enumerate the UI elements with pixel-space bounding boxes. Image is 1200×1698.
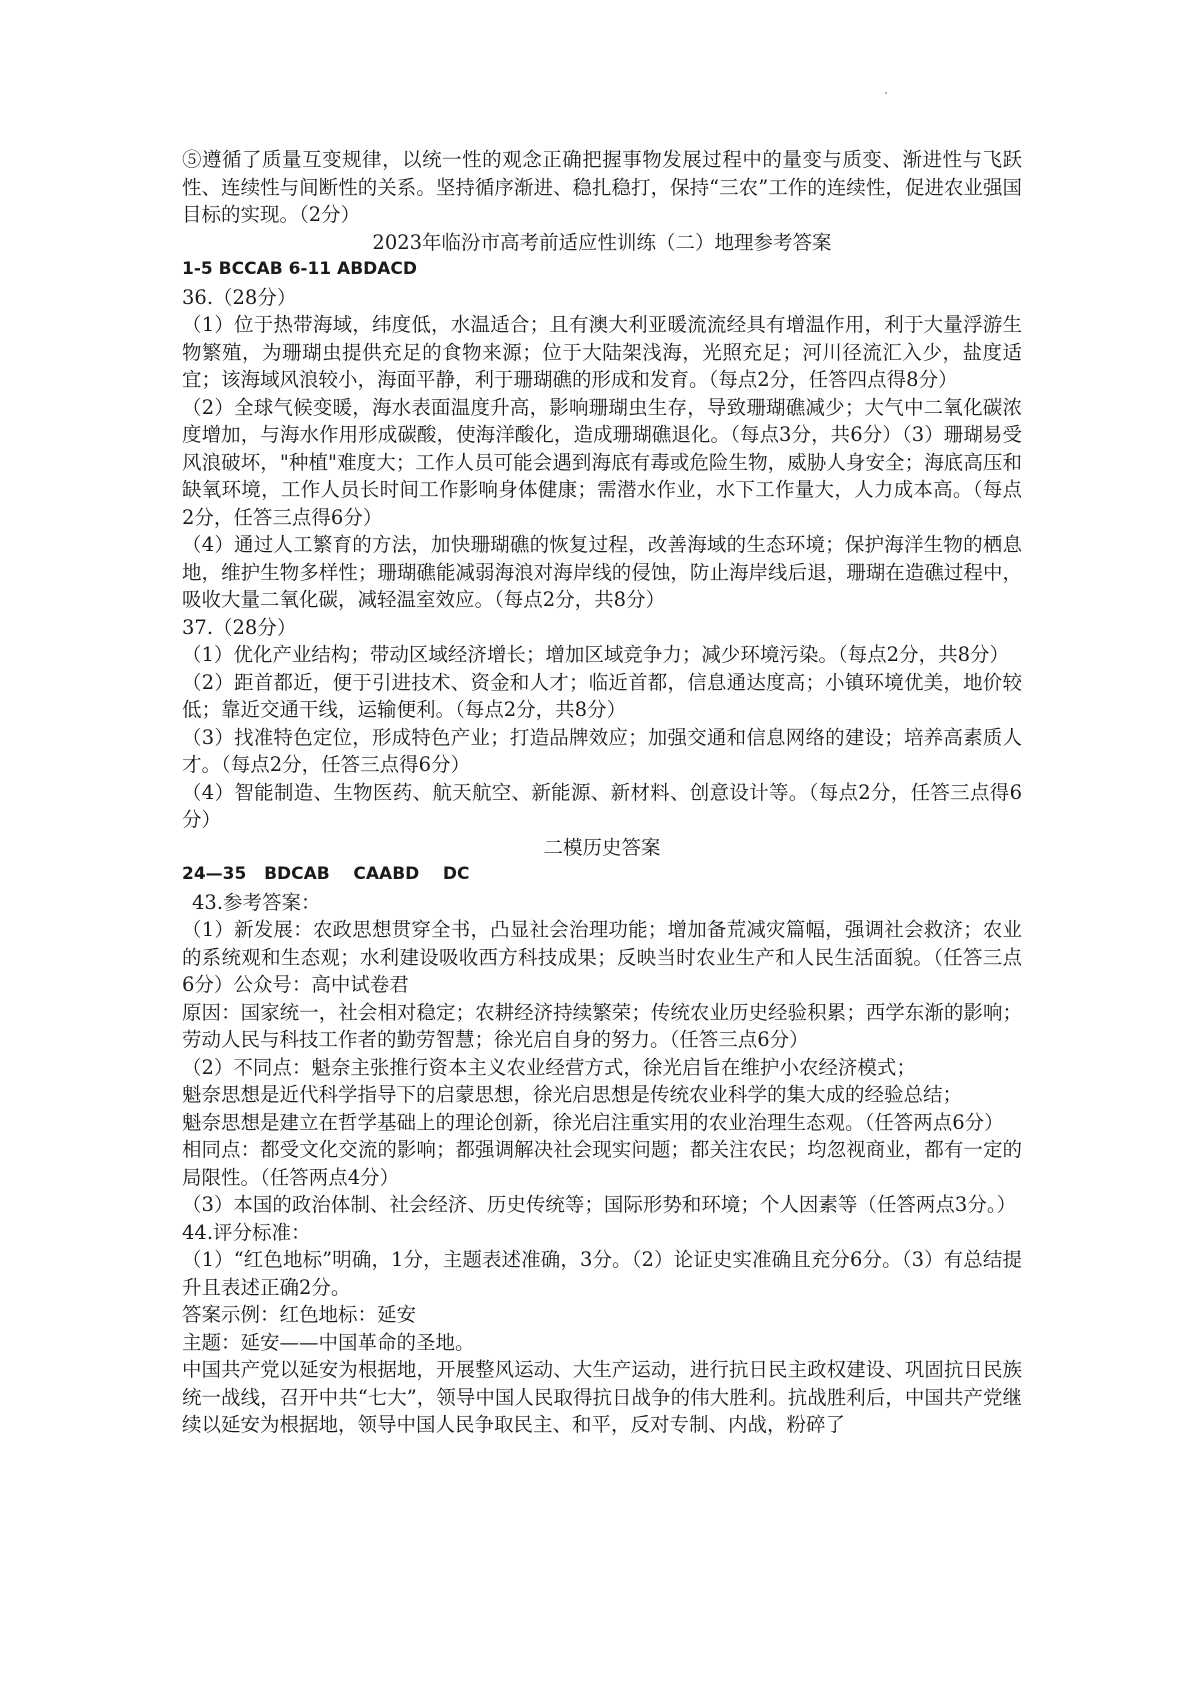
politics-answer-tail: ⑤遵循了质量互变规律，以统一性的观念正确把握事物发展过程中的量变与质变、渐进性与飞跃性、连续性与间断性的关系。坚持循序渐进、稳扎稳打，保持“三农”工作的连续性，促进农业强国目标的实现。（2分） [182,148,1022,226]
q36-part-4: （4）通过人工繁育的方法，加快珊瑚礁的恢复过程，改善海域的生态环境；保护海洋生物的栖息地，维护生物多样性；珊瑚礁能减弱海浪对海岸线的侵蚀，防止海岸线后退，珊瑚在造礁过程中，吸收大量二氧化碳，减轻温室效应。（每点2分，共8分） [182,533,1022,611]
question-43-heading: 43.参考答案： [192,890,321,914]
scan-speck [885,92,887,94]
q43-part-3: （3）本国的政治体制、社会经济、历史传统等；国际形势和环境；个人因素等（任答两点3分。） [182,1193,1017,1216]
q44-example-landmark: 答案示例：红色地标：延安 [182,1303,417,1326]
geography-choice-answers: 1-5 BCCAB 6-11 ABDACD [182,259,418,279]
q43-similarities: 相同点：都受文化交流的影响；都强调解决社会现实问题；都关注农民；均忽视商业，都有一定的局限性。（任答两点4分） [182,1138,1022,1189]
history-choice-answers: 24—35 BDCAB CAABD DC [182,864,470,884]
q43-difference-3: 魁奈思想是建立在哲学基础上的理论创新，徐光启注重实用的农业治理生态观。（任答两点6分） [182,1110,1004,1134]
q37-part-4: （4）智能制造、生物医药、航天航空、新能源、新材料、创意设计等。（每点2分，任答三点得6分） [182,780,1022,831]
q44-example-body: 中国共产党以延安为根据地，开展整风运动、大生产运动，进行抗日民主政权建设、巩固抗日民族统一战线，召开中共“七大”，领导中国人民取得抗日战争的伟大胜利。抗战胜利后，中国共产党继续以延安为根据地，领导中国人民争取民主、和平，反对专制、内战，粉碎了 [182,1358,1022,1436]
q36-part-1: （1）位于热带海域，纬度低，水温适合；且有澳大利亚暖流流经具有增温作用，利于大量浮游生物繁殖，为珊瑚虫提供充足的食物来源；位于大陆架浅海，光照充足；河川径流汇入少，盐度适宜；该海域风浪较小，海面平静，利于珊瑚礁的形成和发育。（每点2分，任答四点得8分） [182,313,1022,391]
question-44-heading: 44.评分标准： [182,1220,311,1244]
q43-reasons: 原因：国家统一，社会相对稳定；农耕经济持续繁荣；传统农业历史经验积累；西学东渐的影响；劳动人民与科技工作者的勤劳智慧；徐光启自身的努力。（任答三点6分） [182,1000,1022,1051]
question-37-heading: 37.（28分） [182,615,297,639]
q37-part-3: （3）找准特色定位，形成特色产业；打造品牌效应；加强交通和信息网络的建设；培养高素质人才。（每点2分，任答三点得6分） [182,725,1022,776]
geography-title: 2023年临汾市高考前适应性训练（二）地理参考答案 [372,230,832,254]
answer-document [182,146,1022,1439]
q36-part-2-3: （2）全球气候变暖，海水表面温度升高，影响珊瑚虫生存，导致珊瑚礁减少；大气中二氧化碳浓度增加，与海水作用形成碳酸，使海洋酸化，造成珊瑚礁退化。（每点3分，共6分）（3）珊瑚易受风浪破坏，"种植"难度大；工作人员可能会遇到海底有毒或危险生物，威胁人身安全；海底高压和缺氧环境，工作人员长时间工作影响身体健康；需潜水作业，水下工作量大，人力成本高。（每点2分，任答三点得6分） [182,395,1022,529]
q44-example-theme: 主题：延安——中国革命的圣地。 [182,1330,475,1354]
q44-criteria: （1）“红色地标”明确，1分，主题表述准确，3分。（2）论证史实准确且充分6分。（3）有总结提升且表述正确2分。 [182,1248,1022,1299]
history-title: 二模历史答案 [543,835,661,859]
q37-part-1: （1）优化产业结构；带动区域经济增长；增加区域竞争力；减少环境污染。（每点2分，共8分） [182,643,1009,666]
q43-part-2-differences: （2）不同点：魁奈主张推行资本主义农业经营方式，徐光启旨在维护小农经济模式； [182,1055,916,1079]
q43-part-1: （1）新发展：农政思想贯穿全书，凸显社会治理功能；增加备荒减灾篇幅，强调社会救济；农业的系统观和生态观；水利建设吸收西方科技成果；反映当时农业生产和人民生活面貌。（任答三点6分）公众号：高中试卷君 [182,918,1022,996]
q43-difference-2: 魁奈思想是近代科学指导下的启蒙思想，徐光启思想是传统农业科学的集大成的经验总结； [182,1083,963,1106]
question-36-heading: 36.（28分） [182,285,297,309]
q37-part-2: （2）距首都近，便于引进技术、资金和人才；临近首都，信息通达度高；小镇环境优美，地价较低；靠近交通干线，运输便利。（每点2分，共8分） [182,670,1022,721]
